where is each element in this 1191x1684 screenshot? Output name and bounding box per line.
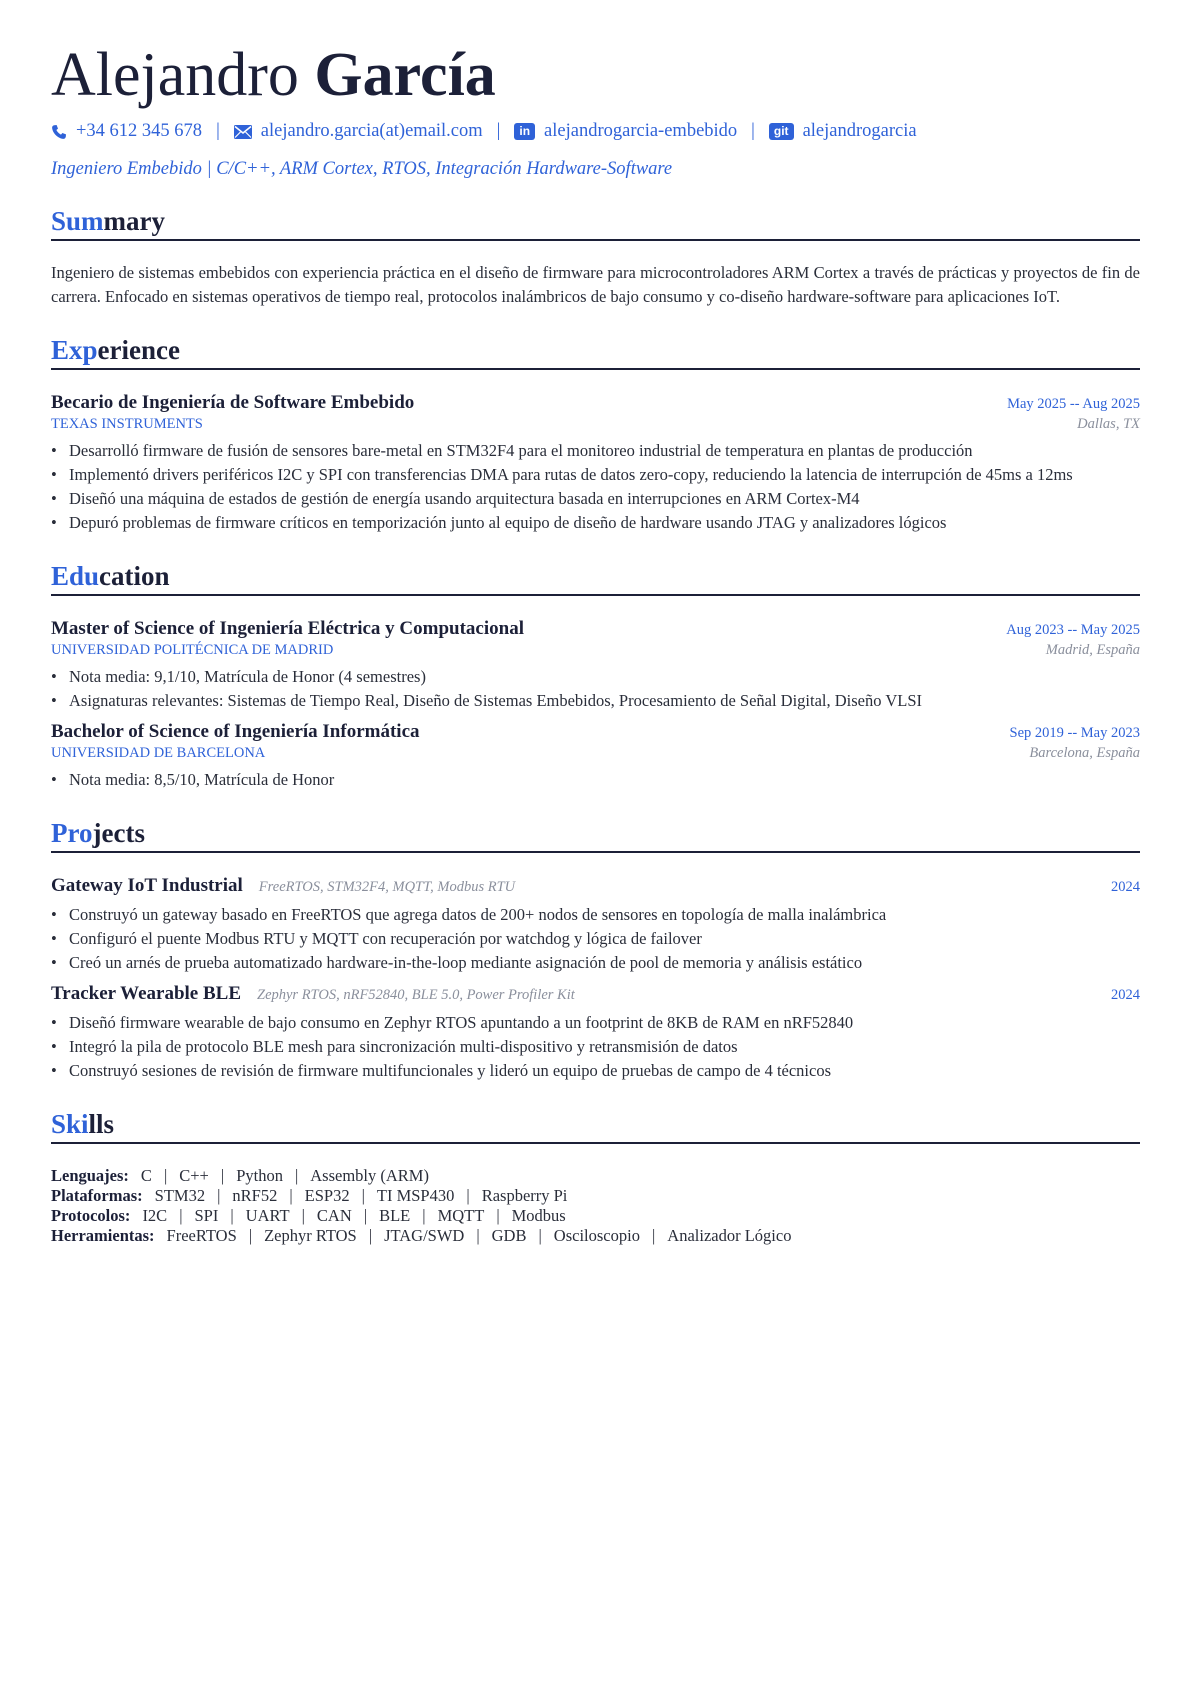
skill-item: C++	[179, 1166, 209, 1186]
skill-item: Modbus	[511, 1206, 566, 1226]
skill-item: TI MSP430	[376, 1186, 455, 1206]
experience-entry	[51, 392, 1140, 535]
heading-rest: erience	[97, 335, 180, 366]
education-section	[51, 561, 1140, 792]
skill-row	[51, 1206, 1140, 1226]
skill-item: Osciloscopio	[553, 1226, 640, 1246]
git-icon	[769, 123, 794, 140]
last-name: García	[314, 41, 496, 109]
email-icon	[234, 125, 252, 139]
email-text: alejandro.garcia(at)email.com	[260, 121, 483, 141]
education-entry	[51, 618, 1140, 713]
degree-bullets	[51, 768, 1140, 792]
section-heading-education	[51, 561, 1140, 596]
list-item: • Depuró problemas de firmware críticos en temporización junto al equipo de diseño de hardware usando JTAG y analizadores lógicos	[51, 511, 1140, 535]
project-entry	[51, 875, 1140, 975]
school-name: UNIVERSIDAD DE BARCELONA	[51, 745, 266, 762]
skills-list	[51, 1166, 1140, 1246]
skill-item: MQTT	[437, 1206, 485, 1226]
skill-separator: |	[163, 1166, 168, 1186]
skill-item: I2C	[142, 1206, 168, 1226]
education-entry	[51, 721, 1140, 792]
entry-header	[51, 618, 1140, 640]
contact-email[interactable]	[234, 121, 483, 142]
skill-category-label: Protocolos:	[51, 1206, 131, 1226]
entry-subheader	[51, 743, 1140, 762]
linkedin-badge: in	[514, 123, 535, 140]
skill-category-label: Lenguajes:	[51, 1166, 129, 1186]
entry-header	[51, 983, 1140, 1005]
entry-subheader	[51, 640, 1140, 659]
summary-section	[51, 206, 1140, 309]
skill-item: Analizador Lógico	[667, 1226, 792, 1246]
heading-rest: lls	[88, 1109, 115, 1140]
heading-rest: jects	[92, 818, 145, 849]
project-bullets	[51, 1011, 1140, 1083]
entry-header	[51, 392, 1140, 414]
list-item: • Construyó un gateway basado en FreeRTOS que agrega datos de 200+ nodos de sensores en topología de malla inalámbrica	[51, 903, 1140, 927]
job-bullets	[51, 439, 1140, 535]
project-tech: FreeRTOS, STM32F4, MQTT, Modbus RTU	[258, 879, 516, 896]
skill-item: Python	[236, 1166, 283, 1186]
job-location: Dallas, TX	[1077, 416, 1140, 433]
skill-row	[51, 1226, 1140, 1246]
skill-separator: |	[476, 1226, 480, 1246]
list-item: • Nota media: 9,1/10, Matrícula de Honor (4 semestres)	[51, 665, 1140, 689]
skill-item: ESP32	[304, 1186, 350, 1206]
skill-separator: |	[294, 1166, 299, 1186]
project-heading	[51, 983, 575, 1005]
skill-item: SPI	[194, 1206, 219, 1226]
project-date: 2024	[1111, 987, 1140, 1004]
entry-header	[51, 721, 1140, 743]
school-location: Madrid, España	[1045, 642, 1140, 659]
project-entry	[51, 983, 1140, 1083]
skill-category-label: Plataformas:	[51, 1186, 143, 1206]
skill-item: Assembly (ARM)	[310, 1166, 429, 1186]
linkedin-text: alejandrogarcia-embebido	[544, 121, 738, 141]
skill-item: Raspberry Pi	[481, 1186, 568, 1206]
contact-separator: |	[751, 121, 755, 141]
linkedin-icon	[514, 123, 535, 140]
phone-icon	[51, 124, 67, 140]
projects-section	[51, 818, 1140, 1083]
skill-separator: |	[289, 1186, 293, 1206]
skill-separator: |	[217, 1186, 221, 1206]
skill-separator: |	[301, 1206, 305, 1226]
contact-separator: |	[216, 121, 220, 141]
contact-separator: |	[496, 121, 501, 141]
skill-item: STM32	[154, 1186, 206, 1206]
skill-category-label: Herramientas:	[51, 1226, 155, 1246]
skill-item: nRF52	[232, 1186, 278, 1206]
skill-item: JTAG/SWD	[384, 1226, 465, 1246]
project-title: Gateway IoT Industrial	[51, 875, 243, 897]
company-name: TEXAS INSTRUMENTS	[51, 416, 203, 433]
job-date: May 2025 -- Aug 2025	[1007, 396, 1140, 413]
skill-separator: |	[538, 1226, 542, 1246]
heading-accent: Pro	[51, 818, 93, 849]
degree-title: Bachelor of Science of Ingeniería Informática	[51, 721, 420, 743]
project-heading	[51, 875, 515, 897]
list-item: • Construyó sesiones de revisión de firmware multifuncionales y lideró un equipo de pruebas de campo de 4 técnicos	[51, 1059, 1140, 1083]
school-location: Barcelona, España	[1029, 745, 1140, 762]
skill-item: UART	[245, 1206, 290, 1226]
experience-section	[51, 335, 1140, 535]
degree-title: Master of Science of Ingeniería Eléctrica y Computacional	[51, 618, 524, 640]
heading-accent: Edu	[51, 561, 100, 592]
tagline: Ingeniero Embebido | C/C++, ARM Cortex, RTOS, Integración Hardware-Software	[51, 159, 673, 179]
skill-separator: |	[422, 1206, 426, 1226]
skill-row	[51, 1166, 1140, 1186]
skill-separator: |	[230, 1206, 234, 1226]
section-heading-skills	[51, 1109, 1140, 1144]
list-item: • Diseñó firmware wearable de bajo consumo en Zephyr RTOS apuntando a un footprint de 8KB de RAM en nRF52840	[51, 1011, 1140, 1035]
list-item: • Asignaturas relevantes: Sistemas de Tiempo Real, Diseño de Sistemas Embebidos, Procesamiento de Señal Digital, Diseño VLSI	[51, 689, 1140, 713]
project-bullets	[51, 903, 1140, 975]
github-text: alejandrogarcia	[802, 121, 917, 141]
section-heading-summary	[51, 206, 1140, 241]
contact-phone[interactable]	[51, 121, 202, 142]
phone-text: +34 612 345 678	[76, 121, 203, 141]
entry-subheader	[51, 414, 1140, 433]
list-item: • Diseñó una máquina de estados de gestión de energía usando arquitectura basada en interrupciones en ARM Cortex-M4	[51, 487, 1140, 511]
list-item: • Nota media: 8,5/10, Matrícula de Honor	[51, 768, 1140, 792]
degree-bullets	[51, 665, 1140, 713]
project-date: 2024	[1111, 879, 1140, 896]
heading-rest: cation	[99, 561, 170, 592]
contact-bar	[51, 121, 1140, 142]
skill-item: Zephyr RTOS	[264, 1226, 357, 1246]
skill-separator: |	[651, 1226, 656, 1246]
skill-item: C	[140, 1166, 152, 1186]
list-item: • Implementó drivers periféricos I2C y SPI con transferencias DMA para rutas de datos zero-copy, reduciendo la latencia de interrupción de 45ms a 12ms	[51, 463, 1140, 487]
project-title: Tracker Wearable BLE	[51, 983, 241, 1005]
list-item: • Desarrolló firmware de fusión de sensores bare-metal en STM32F4 para el monitoreo industrial de temperatura en plantas de producción	[51, 439, 1140, 463]
skill-separator: |	[466, 1186, 470, 1206]
degree-date: Aug 2023 -- May 2025	[1006, 622, 1140, 639]
skill-separator: |	[220, 1166, 225, 1186]
school-name: UNIVERSIDAD POLITÉCNICA DE MADRID	[51, 642, 334, 659]
skill-separator: |	[363, 1206, 368, 1226]
skill-separator: |	[496, 1206, 500, 1226]
skill-separator: |	[179, 1206, 183, 1226]
skill-item: CAN	[316, 1206, 352, 1226]
first-name: Alejandro	[51, 41, 299, 109]
section-heading-experience	[51, 335, 1140, 370]
skill-separator: |	[368, 1226, 373, 1246]
heading-accent: Exp	[51, 335, 98, 366]
list-item: • Creó un arnés de prueba automatizado hardware-in-the-loop mediante asignación de pool de memoria y análisis estático	[51, 951, 1140, 975]
skill-row	[51, 1186, 1140, 1206]
contact-github[interactable]	[769, 121, 917, 142]
section-heading-projects	[51, 818, 1140, 853]
degree-date: Sep 2019 -- May 2023	[1009, 725, 1140, 742]
summary-text: Ingeniero de sistemas embebidos con experiencia práctica en el diseño de firmware para microcontroladores ARM Cortex a través de prácticas y proyectos de fin de carrera. Enfocado en sistemas operativos de tiempo real, protocolos inalámbricos de bajo consumo y co-diseño hardware-software para aplicaciones IoT.	[51, 263, 1140, 307]
entry-header	[51, 875, 1140, 897]
job-title: Becario de Ingeniería de Software Embebido	[51, 392, 415, 414]
skills-section	[51, 1109, 1140, 1246]
skill-item: GDB	[491, 1226, 527, 1246]
git-badge: git	[769, 123, 794, 140]
contact-linkedin[interactable]	[514, 121, 737, 142]
list-item: • Integró la pila de protocolo BLE mesh para sincronización multi-dispositivo y retransmisión de datos	[51, 1035, 1140, 1059]
heading-accent: Sum	[51, 206, 104, 236]
skill-separator: |	[361, 1186, 365, 1206]
skill-item: BLE	[379, 1206, 411, 1226]
heading-rest: mary	[103, 206, 166, 236]
heading-accent: Ski	[51, 1109, 89, 1140]
project-tech: Zephyr RTOS, nRF52840, BLE 5.0, Power Profiler Kit	[257, 987, 575, 1004]
skill-item: FreeRTOS	[166, 1226, 237, 1246]
candidate-name	[51, 40, 1140, 109]
list-item: • Configuró el puente Modbus RTU y MQTT con recuperación por watchdog y lógica de failover	[51, 927, 1140, 951]
skill-separator: |	[248, 1226, 253, 1246]
